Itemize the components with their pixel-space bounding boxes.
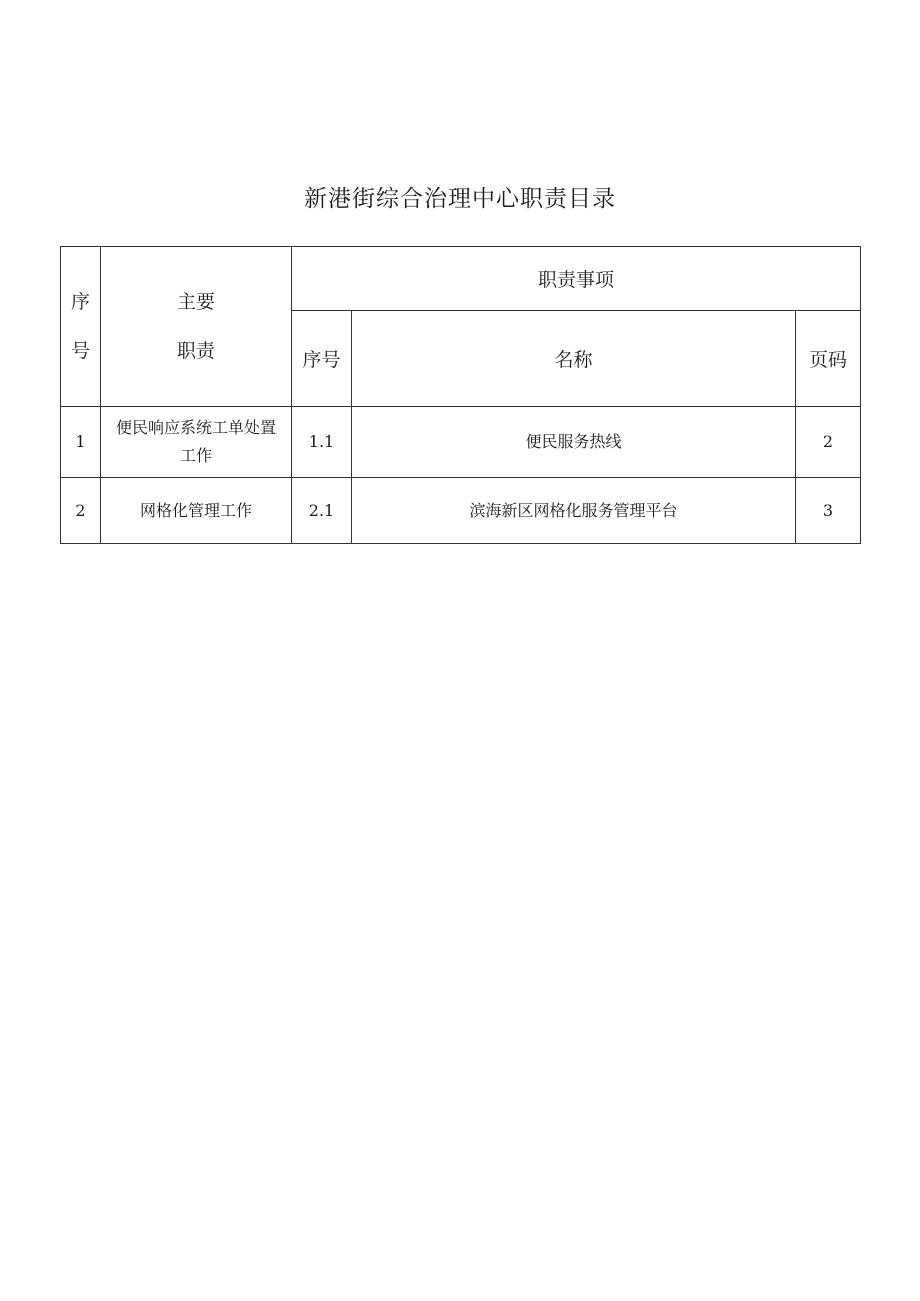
header-row-top bbox=[61, 247, 861, 311]
header-duty-top: 主要 bbox=[176, 290, 215, 313]
table-row bbox=[61, 478, 861, 544]
header-items-group: 职责事项 bbox=[292, 247, 861, 311]
row-page: 2 bbox=[796, 407, 861, 478]
row-item-name: 便民服务热线 bbox=[352, 407, 796, 478]
header-item-page: 页码 bbox=[796, 311, 861, 407]
row-item-seq: 1.1 bbox=[292, 407, 352, 478]
header-item-seq: 序号 bbox=[292, 311, 352, 407]
header-item-name: 名称 bbox=[352, 311, 796, 407]
row-item-name: 滨海新区网格化服务管理平台 bbox=[352, 478, 796, 544]
header-seq-bottom: 号 bbox=[70, 339, 90, 362]
header-duty-bottom: 职责 bbox=[176, 339, 215, 362]
row-duty bbox=[101, 407, 292, 478]
header-seq-top: 序 bbox=[70, 290, 90, 313]
header-duty-cell bbox=[101, 247, 292, 407]
row-item-seq: 2.1 bbox=[292, 478, 352, 544]
row-duty: 网格化管理工作 bbox=[101, 478, 292, 544]
duty-catalog-table bbox=[60, 246, 861, 544]
row-page: 3 bbox=[796, 478, 861, 544]
document-title: 新港街综合治理中心职责目录 bbox=[304, 186, 616, 212]
header-seq-cell bbox=[61, 247, 101, 407]
row-seq: 1 bbox=[61, 407, 101, 478]
row-duty-line2: 工作 bbox=[179, 446, 212, 465]
table-row bbox=[61, 407, 861, 478]
row-duty-line1: 便民响应系统工单处置 bbox=[115, 418, 276, 437]
row-seq: 2 bbox=[61, 478, 101, 544]
